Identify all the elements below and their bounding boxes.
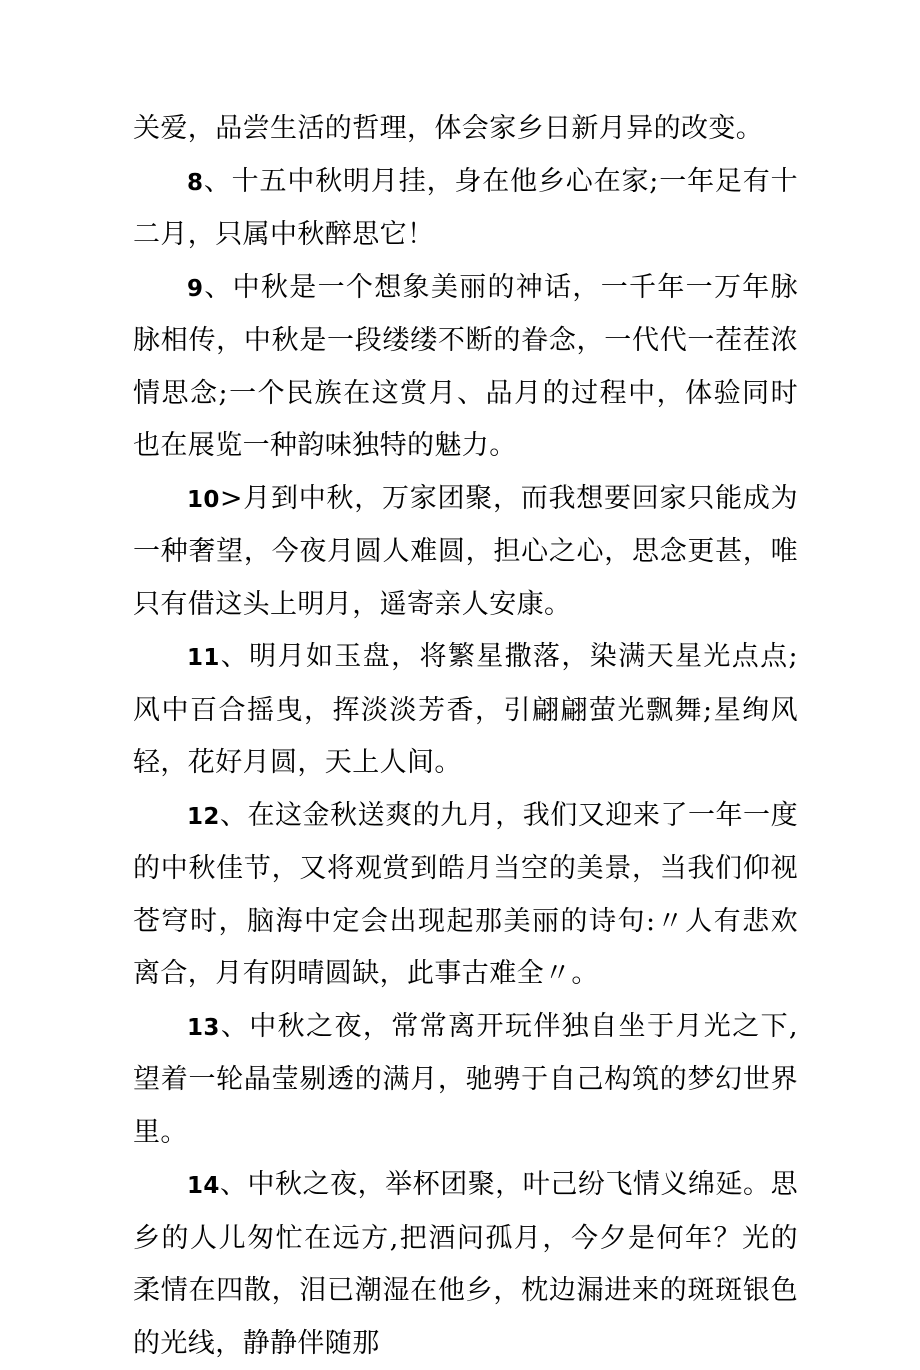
paragraph-text: 、在这金秋送爽的九月，我们又迎来了一年一度的中秋佳节，又将观赏到皓月当空的美景，当我们仰视苍穹时，脑海中定会出现起那美丽的诗句:〃人有悲欢离合，月有阴晴圆缺，此事古难全〃。	[133, 799, 798, 989]
paragraph-13	[133, 1001, 798, 1160]
paragraph-number: 14	[187, 1173, 220, 1199]
paragraph-14	[133, 1159, 798, 1370]
paragraph-number: 12	[187, 803, 220, 830]
paragraph-number: 11	[187, 645, 220, 671]
paragraph-text: 、中秋之夜，举杯团聚，叶己纷飞情义绵延。思乡的人儿匆忙在远方,把酒问孤月，今夕是何年？光的柔情在四散，泪已潮湿在他乡，枕边漏进来的斑斑银色的光线，静静伴随那	[133, 1169, 798, 1359]
paragraph-11	[133, 631, 798, 790]
paragraph-8	[133, 156, 798, 262]
paragraph-9	[133, 262, 798, 473]
paragraph-number: 13	[187, 1014, 220, 1041]
paragraph-text: >月到中秋，万家团聚，而我想要回家只能成为一种奢望，今夜月圆人难圆，担心之心，思念更甚，唯只有借这头上明月，遥寄亲人安康。	[133, 482, 798, 620]
paragraph-text: 、中秋是一个想象美丽的神话，一千年一万年脉脉相传，中秋是一段缕缕不断的眷念，一代代一茬茬浓情思念;一个民族在这赏月、品月的过程中，体验同时也在展览一种韵味独特的魅力。	[133, 271, 798, 461]
paragraph-text: 、十五中秋明月挂，身在他乡心在家;一年足有十二月，只属中秋醉思它！	[133, 165, 798, 250]
paragraph-number: 8	[187, 169, 204, 196]
paragraph-text: 关爱，品尝生活的哲理，体会家乡日新月异的改变。	[133, 113, 764, 144]
paragraph-12	[133, 790, 798, 1001]
paragraph-continuation	[133, 103, 798, 156]
paragraph-10	[133, 473, 798, 632]
paragraph-number: 9	[187, 275, 204, 302]
paragraph-text: 、中秋之夜，常常离开玩伴独自坐于月光之下,望着一轮晶莹剔透的满月，驰骋于自己构筑的梦幻世界里。	[133, 1010, 798, 1148]
document-body	[133, 103, 798, 1370]
paragraph-text: 、明月如玉盘，将繁星撒落，染满天星光点点;风中百合摇曳，挥淡淡芳香，引翩翩萤光飘舞;星绚风轻，花好月圆，天上人间。	[133, 641, 798, 778]
paragraph-number: 10	[187, 486, 220, 513]
